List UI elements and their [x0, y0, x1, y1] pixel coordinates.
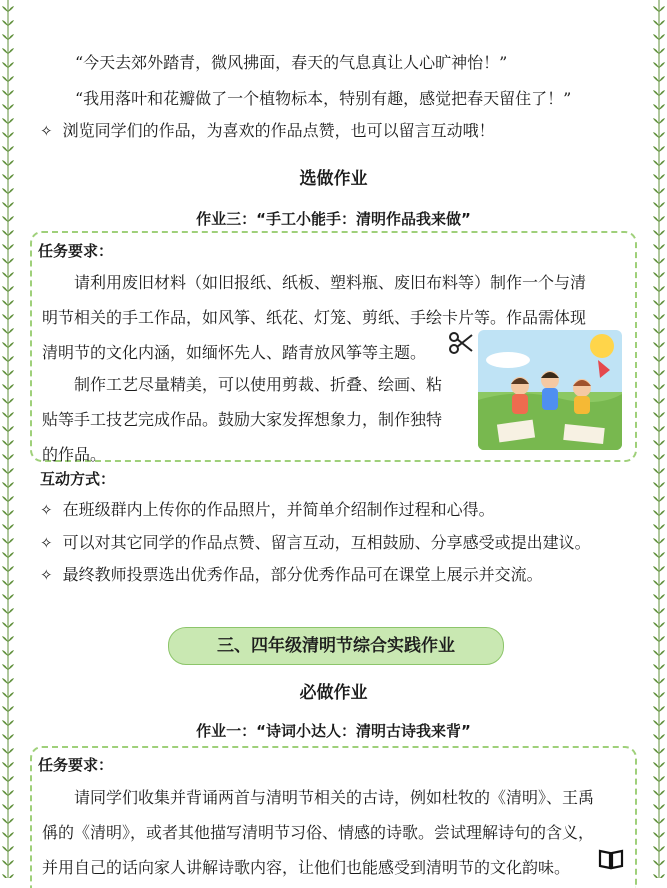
optional-heading: 选做作业: [299, 169, 368, 189]
task-3-line: 的作品。: [42, 445, 107, 464]
scissors-icon: [448, 331, 474, 355]
interact-item-text: 可以对其它同学的作品点赞、留言互动，互相鼓励、分享感受或提出建议。: [62, 533, 591, 552]
task-3-line: 明节相关的手工作品，如风筝、纸花、灯笼、剪纸、手绘卡片等。作品需体现: [42, 308, 587, 327]
assignment-3-title: 作业三：“手工小能手：清明作品我来做”: [196, 210, 471, 228]
task-1-line: 请同学们收集并背诵两首与清明节相关的古诗，例如杜牧的《清明》、王禹: [74, 788, 595, 807]
task-3-line: 请利用废旧材料（如旧报纸、纸板、塑料瓶、废旧布料等）制作一个与清: [74, 273, 587, 292]
grade4-section-banner: 三、四年级清明节综合实践作业: [168, 627, 504, 665]
task-1-para: [42, 780, 632, 885]
bullet-icon: ✧: [40, 566, 53, 584]
task-3-line: 贴等手工技艺完成作品。鼓励大家发挥想象力，制作独特: [42, 410, 443, 429]
document-page: [30, 0, 637, 878]
bullet-icon: ✧: [40, 501, 53, 519]
task-label-1: 任务要求：: [38, 756, 114, 774]
book-icon: [598, 848, 624, 870]
interact-item-text: 最终教师投票选出优秀作品，部分优秀作品可在课堂上展示并交流。: [62, 565, 543, 584]
bullet-icon: ✧: [40, 534, 53, 552]
task-label-3: 任务要求：: [38, 242, 114, 260]
interact-item: [40, 531, 591, 555]
browse-line: [40, 119, 495, 143]
assignment-1-title: 作业一：“诗词小达人：清明古诗我来背”: [196, 722, 471, 740]
task-3-line: 清明节的文化内涵，如缅怀先人、踏青放风筝等主题。: [42, 343, 427, 362]
task-3-line: 制作工艺尽量精美，可以使用剪裁、折叠、绘画、粘: [74, 375, 443, 394]
bullet-icon: ✧: [40, 122, 53, 140]
task-3-para-2: [42, 367, 472, 472]
interact-label: 互动方式：: [40, 470, 116, 488]
required-heading: 必做作业: [299, 683, 368, 703]
browse-text: 浏览同学们的作品，为喜欢的作品点赞，也可以留言互动哦！: [62, 121, 495, 140]
interact-item: [40, 563, 543, 587]
task-1-line: 偁的《清明》，或者其他描写清明节习俗、情感的诗歌。尝试理解诗句的含义，: [42, 823, 595, 842]
leaf-border-right: [651, 0, 667, 878]
task-1-line: 并用自己的话向家人讲解诗歌内容，让他们也能感受到清明节的文化韵味。: [42, 858, 571, 877]
kids-crafting-illustration: [478, 330, 622, 450]
quote-2: “我用落叶和花瓣做了一个植物标本，特别有趣，感觉把春天留住了！”: [75, 89, 572, 108]
interact-item: [40, 498, 495, 522]
quote-1: “今天去郊外踏青，微风拂面，春天的气息真让人心旷神怡！”: [75, 53, 508, 72]
leaf-border-left: [0, 0, 16, 878]
interact-item-text: 在班级群内上传你的作品照片，并简单介绍制作过程和心得。: [62, 500, 495, 519]
